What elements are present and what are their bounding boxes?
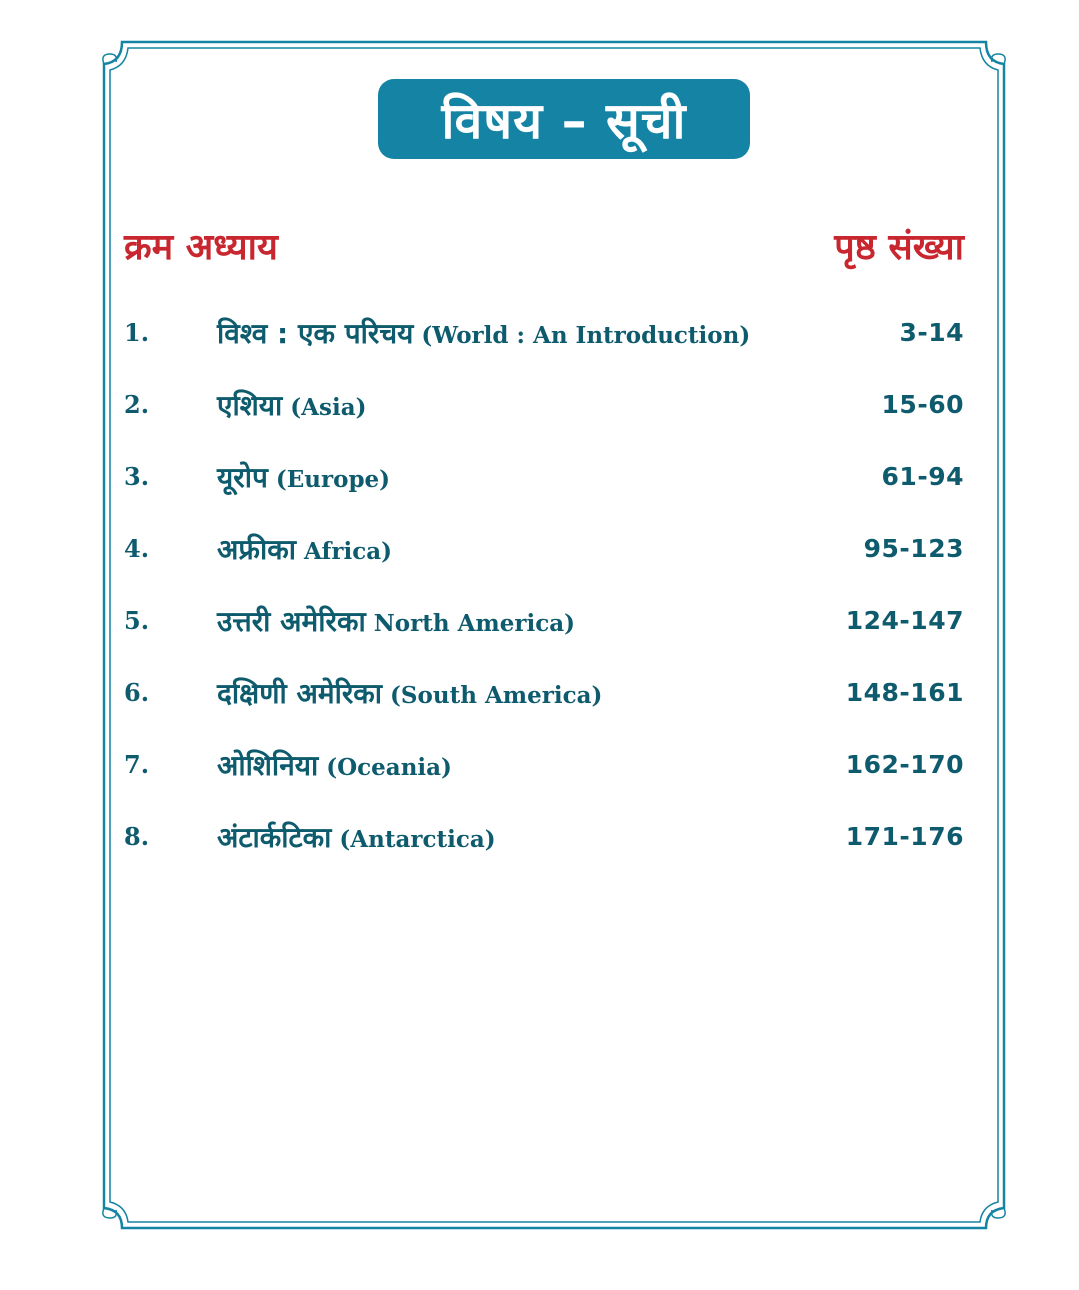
entry-title-hindi: विश्व : एक परिचय bbox=[217, 317, 414, 350]
column-header-chapter: क्रम अध्याय bbox=[124, 227, 278, 268]
entry-pages: 171-176 bbox=[845, 822, 964, 851]
entry-title-english: Africa) bbox=[304, 538, 392, 565]
entry-title bbox=[217, 314, 750, 352]
toc-entry-antarctica[interactable] bbox=[124, 812, 964, 884]
entry-title-english: (Antarctica) bbox=[339, 826, 496, 853]
toc-entry-world[interactable] bbox=[124, 308, 964, 380]
entry-pages: 148-161 bbox=[845, 678, 964, 707]
entry-number: 2. bbox=[124, 390, 150, 419]
entry-title-hindi: एशिया bbox=[217, 389, 283, 422]
entry-title bbox=[217, 818, 496, 856]
entry-pages: 3-14 bbox=[899, 318, 964, 347]
toc-entry-europe[interactable] bbox=[124, 452, 964, 524]
entry-title-hindi: ओशिनिया bbox=[217, 749, 319, 782]
entry-pages: 95-123 bbox=[863, 534, 964, 563]
entry-title bbox=[217, 602, 575, 640]
entry-pages: 124-147 bbox=[845, 606, 964, 635]
entry-number: 6. bbox=[124, 678, 150, 707]
toc-entry-north-america[interactable] bbox=[124, 596, 964, 668]
entry-title bbox=[217, 746, 452, 784]
entry-pages: 162-170 bbox=[845, 750, 964, 779]
entry-title-english: (Oceania) bbox=[326, 754, 452, 781]
entry-number: 4. bbox=[124, 534, 150, 563]
entry-title bbox=[217, 458, 390, 496]
toc-entry-south-america[interactable] bbox=[124, 668, 964, 740]
entry-title bbox=[217, 674, 602, 712]
entry-number: 7. bbox=[124, 750, 150, 779]
entry-title-english: (South America) bbox=[390, 682, 603, 709]
entry-title-hindi: अफ्रीका bbox=[217, 533, 296, 566]
entry-pages: 15-60 bbox=[881, 390, 964, 419]
entry-number: 8. bbox=[124, 822, 150, 851]
entry-title-hindi: अंटार्कटिका bbox=[217, 821, 332, 854]
entry-title-english: (Asia) bbox=[290, 394, 367, 421]
entry-number: 3. bbox=[124, 462, 150, 491]
entry-number: 1. bbox=[124, 318, 150, 347]
toc-entry-africa[interactable] bbox=[124, 524, 964, 596]
column-header-page-number: पृष्ठ संख्या bbox=[834, 227, 964, 268]
entry-title-hindi: उत्तरी अमेरिका bbox=[217, 605, 366, 638]
entry-title-english: North America) bbox=[373, 610, 576, 637]
entry-title-english: (World : An Introduction) bbox=[421, 322, 751, 349]
entry-pages: 61-94 bbox=[881, 462, 964, 491]
table-of-contents bbox=[124, 308, 964, 884]
entry-title-english: (Europe) bbox=[275, 466, 391, 493]
toc-entry-asia[interactable] bbox=[124, 380, 964, 452]
entry-title-hindi: यूरोप bbox=[217, 461, 268, 494]
entry-title bbox=[217, 530, 392, 568]
page-title: विषय – सूची bbox=[378, 79, 750, 159]
entry-title-hindi: दक्षिणी अमेरिका bbox=[217, 677, 383, 710]
entry-number: 5. bbox=[124, 606, 150, 635]
toc-entry-oceania[interactable] bbox=[124, 740, 964, 812]
entry-title bbox=[217, 386, 366, 424]
